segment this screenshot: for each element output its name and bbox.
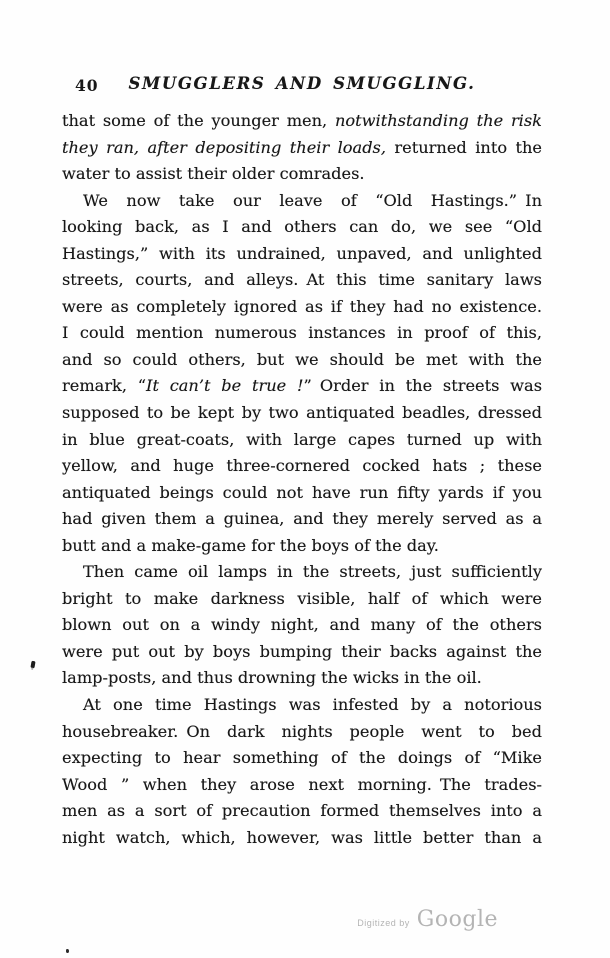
text-line — [62, 533, 542, 560]
paragraph — [62, 559, 542, 692]
text-run: blown out on a windy night, and many of the others — [62, 615, 542, 635]
digitized-by-label: Digitized by — [357, 918, 410, 928]
italic-text-run: notwithstanding the risk — [335, 111, 542, 130]
text-line — [62, 135, 542, 162]
text-line — [62, 798, 542, 825]
text-line — [62, 294, 542, 321]
text-line — [62, 400, 542, 427]
text-run: expecting to hear something of the doings of “Mike — [62, 748, 542, 768]
text-run: butt and a make-game for the boys of the day. — [62, 535, 439, 555]
text-run: bright to make darkness visible, half of which were — [62, 588, 542, 608]
text-run: had given them a guinea, and they merely served as a — [62, 509, 542, 529]
paragraph — [62, 108, 542, 188]
text-run: were put out by boys bumping their backs against the — [62, 641, 542, 661]
text-line — [62, 214, 542, 241]
text-line — [62, 161, 542, 188]
text-line — [62, 586, 542, 613]
text-line — [62, 241, 542, 268]
text-run: remark, “ — [62, 376, 147, 396]
text-line — [62, 825, 542, 852]
text-run: in blue great-coats, with large capes turned up with — [62, 429, 542, 449]
scan-speck — [66, 949, 69, 953]
text-line — [62, 745, 542, 772]
text-line — [62, 480, 542, 507]
text-run: that some of the younger men, — [62, 111, 335, 130]
text-run: yellow, and huge three-cornered cocked hats ; these — [62, 456, 542, 476]
text-run: I could mention numerous instances in proof of this, — [62, 323, 542, 343]
italic-text-run: It can’t be true ! — [146, 376, 304, 396]
text-line — [62, 320, 542, 347]
text-run: men as a sort of precaution formed themselves into a — [62, 801, 542, 821]
text-run: Wood ” when they arose next morning. The trades- — [62, 774, 542, 794]
text-line — [62, 772, 542, 799]
text-run: water to assist their older comrades. — [62, 164, 365, 184]
text-run: We now take our leave of “Old Hastings.” In — [83, 190, 542, 210]
text-line — [62, 373, 542, 400]
text-run: looking back, as I and others can do, we see “Old — [62, 217, 542, 237]
text-line — [62, 559, 542, 586]
text-run: ” Order in the streets was — [303, 376, 542, 396]
text-run: lamp-posts, and thus drowning the wicks in the oil. — [62, 668, 482, 688]
text-line — [62, 639, 542, 666]
text-line — [62, 108, 542, 135]
paragraph — [62, 692, 542, 851]
google-watermark — [357, 907, 498, 932]
text-line — [62, 612, 542, 639]
text-line — [62, 347, 542, 374]
text-run: antiquated beings could not have run fifty yards if you — [62, 482, 542, 502]
running-title: SMUGGLERS AND SMUGGLING. — [128, 74, 476, 93]
text-line — [62, 267, 542, 294]
text-run: returned into the — [386, 137, 542, 157]
google-logo: Google — [416, 907, 498, 932]
text-line — [62, 453, 542, 480]
text-run: night watch, which, however, was little better than a — [62, 827, 542, 847]
text-run: were as completely ignored as if they had no existence. — [62, 296, 542, 316]
text-run: supposed to be kept by two antiquated beadles, dressed — [62, 403, 542, 423]
text-line — [62, 427, 542, 454]
text-line — [62, 188, 542, 215]
text-run: streets, courts, and alleys. At this time sanitary laws — [62, 270, 542, 290]
text-line — [62, 665, 542, 692]
text-run: housebreaker. On dark nights people went to bed — [62, 721, 542, 741]
text-line — [62, 692, 542, 719]
text-run: and so could others, but we should be met with the — [62, 349, 542, 369]
text-run: At one time Hastings was infested by a notorious — [83, 695, 542, 715]
scan-speck — [30, 661, 35, 669]
text-run: Hastings,” with its undrained, unpaved, and unlighted — [62, 243, 542, 263]
page-number: 40 — [75, 76, 99, 95]
italic-text-run: they ran, after depositing their loads, — [62, 137, 387, 157]
text-line — [62, 719, 542, 746]
page-body — [62, 108, 542, 851]
text-line — [62, 506, 542, 533]
page-header — [62, 74, 542, 96]
text-run: Then came oil lamps in the streets, just sufficiently — [83, 562, 542, 582]
paragraph — [62, 188, 542, 560]
